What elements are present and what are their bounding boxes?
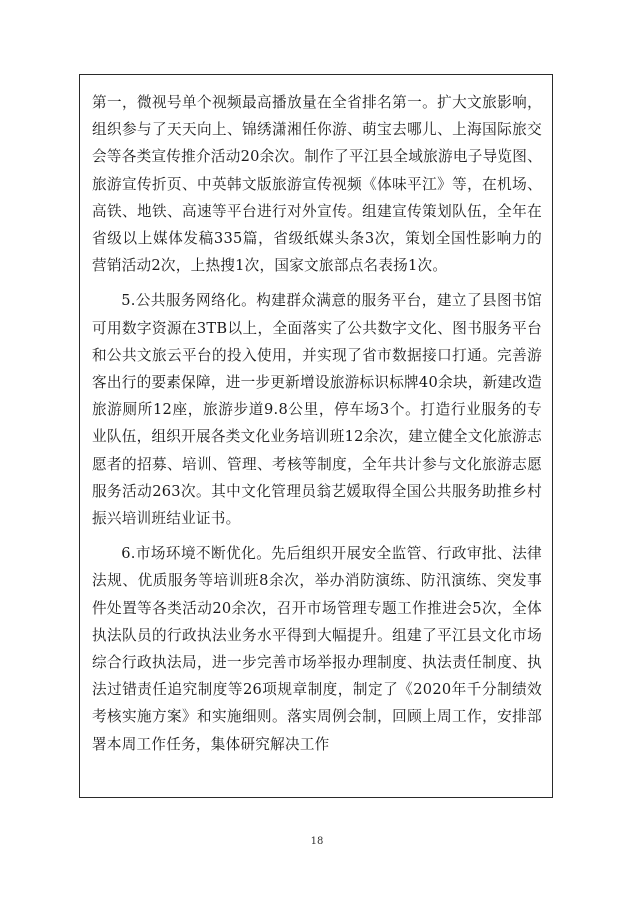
body-text [92,89,542,758]
content-frame [79,74,553,798]
page-number: 18 [310,836,324,847]
paragraph-public-service: 5.公共服务网络化。构建群众满意的服务平台，建立了县图书馆可用数字资源在3TB以上，全面落实了公共数字文化、图书服务平台和公共文旅云平台的投入使用，并实现了省市数据接口打通。完善游客出行的要素保障，进一步更新增设旅游标识标牌40余块，新建改造旅游厕所12座，旅游步道9.8公里，停车场3个。打造行业服务的专业队伍，组织开展各类文化业务培训班12余次，建立健全文化旅游志愿者的招募、培训、管理、考核等制度，全年共计参与文化旅游志愿服务活动263次。其中文化管理员翁艺媛取得全国公共服务助推乡村振兴培训班结业证书。 [92,292,542,528]
paragraph-continuation: 第一，微视号单个视频最高播放量在全省排名第一。扩大文旅影响，组织参与了天天向上、锦绣潇湘任你游、萌宝去哪儿、上海国际旅交会等各类宣传推介活动20余次。制作了平江县全域旅游电子导览图、旅游宣传折页、中英韩文版旅游宣传视频《体味平江》等，在机场、高铁、地铁、高速等平台进行对外宣传。组建宣传策划队伍，全年在省级以上媒体发稿335篇，省级纸媒头条3次，策划全国性影响力的营销活动2次，上热搜1次，国家文旅部点名表扬1次。 [92,94,542,275]
paragraph-market-environment: 6.市场环境不断优化。先后组织开展安全监管、行政审批、法律法规、优质服务等培训班8余次，举办消防演练、防汛演练、突发事件处置等各类活动20余次，召开市场管理专题工作推进会5次，全体执法队员的行政执法业务水平得到大幅提升。组建了平江县文化市场综合行政执法局，进一步完善市场举报办理制度、执法责任制度、执法过错责任追究制度等26项规章制度，制定了《2020年千分制绩效考核实施方案》和实施细则。落实周例会制，回顾上周工作，安排部署本周工作任务，集体研究解决工作 [92,545,542,753]
